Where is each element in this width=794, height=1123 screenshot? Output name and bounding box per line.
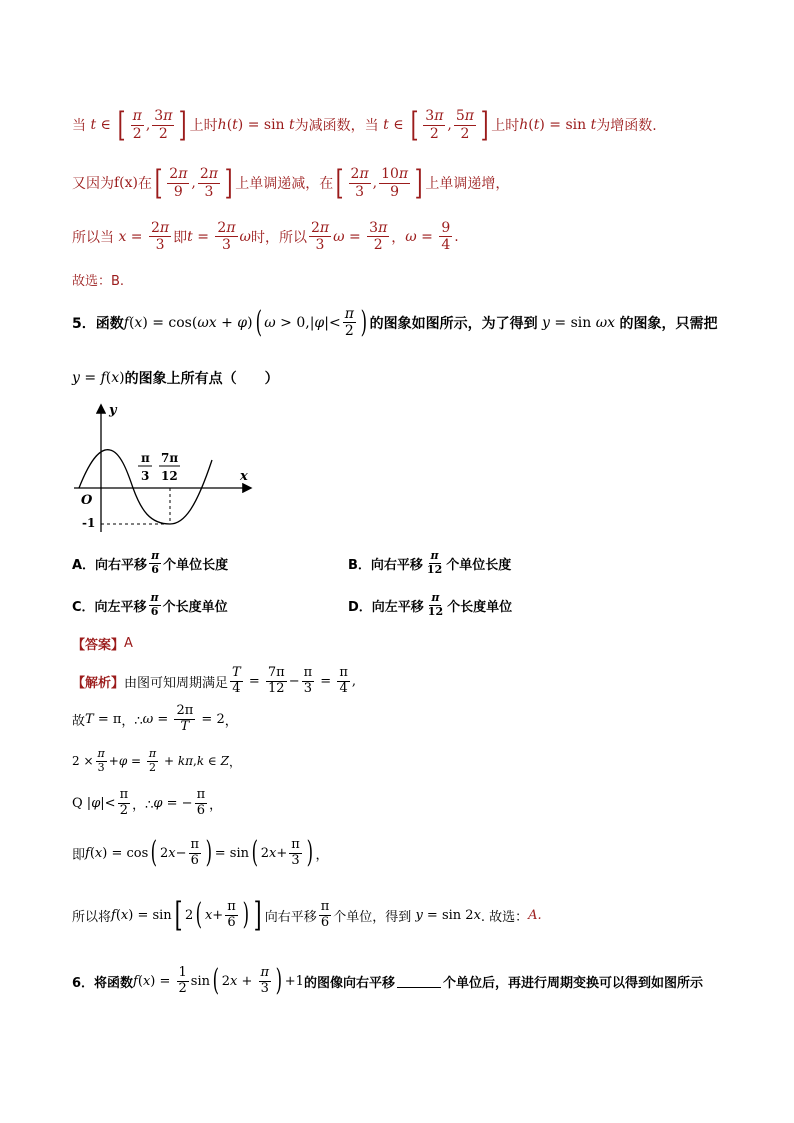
text: 上时 — [491, 118, 520, 134]
text: 所以当 — [72, 229, 114, 246]
x-label: x — [240, 469, 248, 484]
text: 所以将 — [72, 909, 112, 925]
neg-one-label: -1 — [82, 516, 96, 530]
answer-label: 【答案】 — [72, 638, 125, 653]
analysis-line-4: Q | φ |< $\frac{\pi}{2}$ ，∴ φ = − $\frac{\pi}{6}$ ， — [72, 787, 223, 818]
text: ， — [228, 754, 241, 769]
frac-num: π — [430, 549, 439, 562]
text: 向右平移 — [264, 909, 317, 925]
text: . 故选： — [480, 909, 529, 925]
text: 在 — [138, 176, 153, 192]
text: ， — [224, 713, 238, 729]
text: 故选：B. — [72, 274, 125, 289]
frac-den: 6 — [151, 562, 159, 576]
solution-line-2: 又因为 f(x) 在 [ $\frac{2\pi}{9}$ , $\frac{2\pi}{3}$ ] 上单调递减，在 [ $\frac{2\pi}{3}$ , $\frac{10\pi}{9}$ ] 上单调递增， — [72, 163, 510, 203]
cosine-graph — [72, 400, 262, 540]
answer-blank[interactable] — [397, 975, 441, 988]
text: . — [454, 228, 459, 245]
answer-value: A — [124, 636, 133, 651]
option-D[interactable] — [348, 592, 512, 618]
text: 当 — [72, 118, 86, 134]
answer-line — [72, 634, 133, 653]
frac-num: π — [150, 591, 159, 604]
tick-pi3-den: 3 — [141, 469, 150, 483]
text: 个单位后，再进行周期变换可以得到如图所示 — [442, 975, 703, 991]
answer-highlight: A. — [528, 907, 542, 923]
option-B[interactable] — [348, 550, 511, 576]
solution-line-3: 所以当 x = $\frac{2\pi}{3}$ 即 t = $\frac{2\pi}{3}$ ω 时，所以 $\frac{2\pi}{3}$ ω = $\frac{3\pi}{2}$ ， ω = $\frac{9}{4}$ . — [72, 220, 459, 254]
text: ，∴ — [132, 797, 154, 813]
text: 的图象，只需把 — [619, 315, 718, 332]
text: 上单调递增， — [425, 176, 510, 192]
option-text: 个长度单位 — [162, 599, 228, 615]
text: 故 — [72, 713, 86, 729]
frac-den: 12 — [427, 604, 444, 618]
option-text: C．向左平移 — [72, 599, 147, 615]
option-text: 个单位长度 — [446, 557, 512, 573]
text: 由图可知周期满足 — [124, 675, 229, 691]
frac-num: π — [151, 549, 160, 562]
analysis-line-5: 即 f ( x ) = cos ( 2 x − $\frac{\pi}{6}$ ) = sin ( 2 x + $\frac{\pi}{3}$ ) ， — [72, 835, 329, 871]
text: ， — [209, 797, 223, 813]
option-text: 个单位长度 — [163, 557, 229, 573]
analysis-line-6: 所以将 f ( x ) = sin [ 2 ( x + $\frac{\pi}{6}$ ) ] 向右平移 $\frac{\pi}{6}$ 个单位，得到 y = sin 2 x . 故选： A. — [72, 895, 542, 935]
solution-line-4 — [72, 270, 124, 289]
question-5-line-1: 5．函数 f ( x ) = cos( ωx + φ ) ( ω > 0,| φ |< $\frac{\pi}{2}$ ) 的图象如图所示，为了得到 y = sin ωx 的图象，只需把 — [72, 304, 718, 340]
y-label: y — [109, 403, 117, 418]
text: ， — [391, 229, 406, 246]
analysis-line-3: 2 × $\frac{\pi}{3}$ + φ = $\frac{\pi}{2}$ + kπ , k ∈ Z ， — [72, 747, 241, 774]
because-symbol: Q — [72, 795, 83, 811]
option-text: 个长度单位 — [447, 599, 513, 615]
question-number: 5．函数 — [72, 315, 124, 332]
frac-num: π — [431, 591, 440, 604]
option-text: D．向左平移 — [348, 599, 424, 615]
text: 即 — [72, 847, 86, 863]
question-5-line-2: y = f ( x ) 的图象上所有点（ ） — [72, 370, 279, 387]
tick-pi3-num: π — [141, 451, 150, 465]
text: 即 — [173, 229, 188, 246]
text: 的图象如图所示，为了得到 — [369, 315, 538, 332]
solution-line-1: 当 t ∈ [ $\frac{\pi}{2}$ , $\frac{3\pi}{2}$ ] 上时 h ( t ) = sin t 为减函数，当 t ∈ [ $\frac{3\pi}{2}$ , $\frac{5\pi}{2}$ ] 上时 h ( t ) = sin t 为增函数. — [72, 105, 657, 145]
text: 为减函数，当 — [294, 118, 379, 134]
analysis-line-1: 【解析】 由图可知周期满足 $\frac{T}{4}$ = $\frac{7\pi}{12}$ − $\frac{\pi}{3}$ = $\frac{\pi}{4}$ , — [72, 665, 357, 696]
text: 时，所以 — [250, 229, 307, 246]
text: 的图象上所有点（ ） — [124, 371, 279, 387]
origin-label: O — [81, 493, 93, 508]
question-number: 6．将函数 — [72, 975, 134, 991]
option-text: A．向右平移 — [72, 557, 148, 573]
text: 个单位，得到 — [333, 909, 412, 925]
frac-den: 12 — [426, 562, 443, 576]
text: 上单调递减，在 — [235, 176, 334, 192]
text: ， — [315, 847, 329, 863]
option-A[interactable] — [72, 550, 228, 576]
text: 又因为 — [72, 176, 114, 192]
tick-7pi12-den: 12 — [161, 469, 178, 483]
text: ，∴ — [121, 713, 143, 729]
option-C[interactable] — [72, 592, 228, 618]
text: 的图像向右平移 — [303, 975, 395, 991]
question-6-line: 6．将函数 f ( x ) = $\frac{1}{2}$ sin ( 2 x + $\frac{\pi}{3}$ ) +1 的图像向右平移 个单位后，再进行周期变换可以得到如图所示 — [72, 963, 703, 999]
function-fx: f(x) — [114, 175, 139, 191]
analysis-label: 【解析】 — [72, 675, 125, 691]
frac-den: 6 — [150, 604, 159, 618]
tick-7pi12-num: 7π — [161, 451, 179, 465]
analysis-line-2: 故 T = π ，∴ ω = $\frac{2\pi}{T}$ = 2 ， — [72, 703, 238, 734]
option-text: B．向右平移 — [348, 557, 423, 573]
text: 为增函数. — [596, 118, 657, 134]
text: 上时 — [189, 118, 218, 134]
